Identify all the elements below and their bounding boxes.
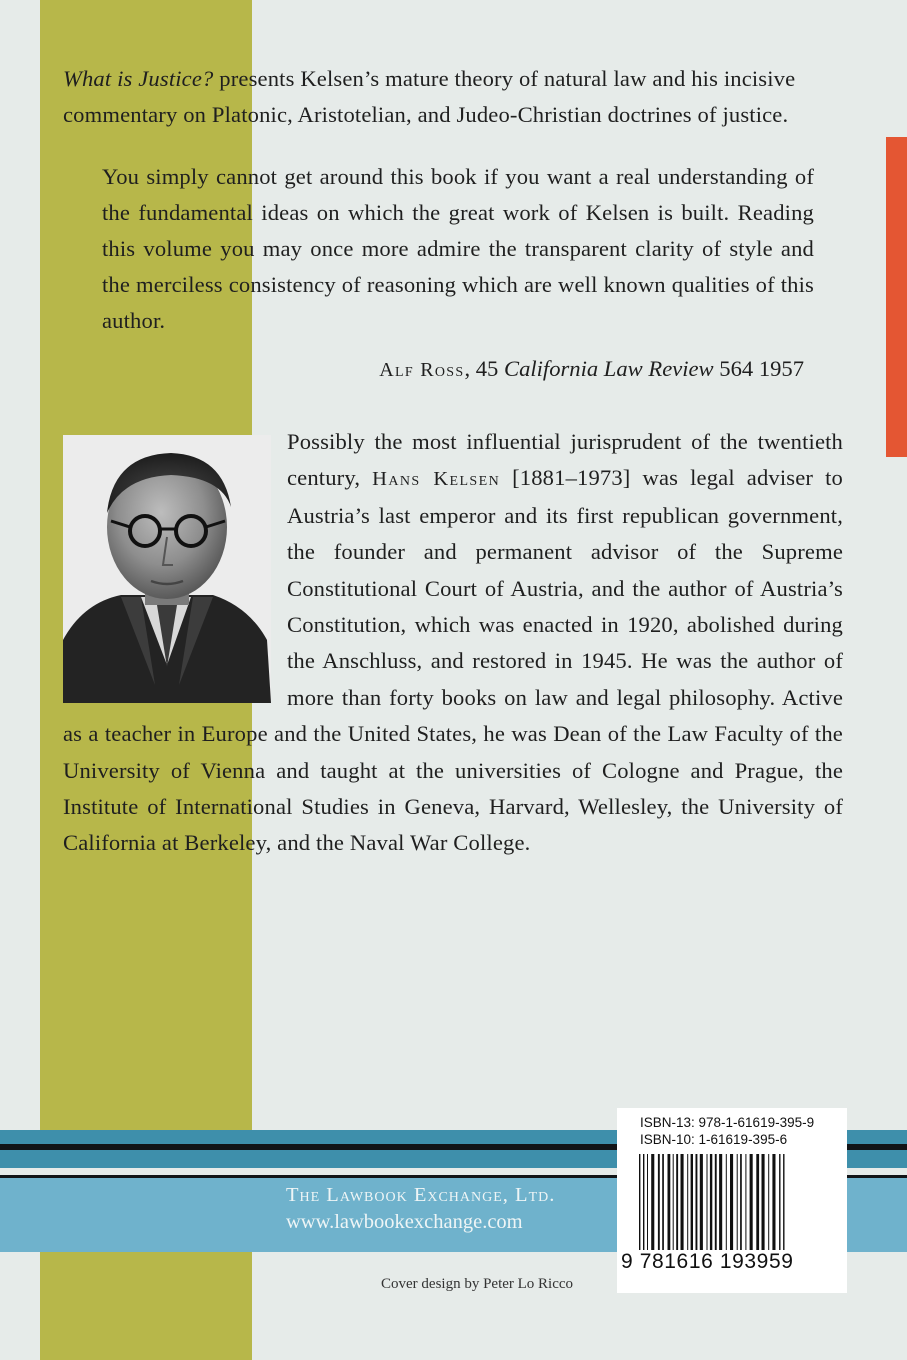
intro-text: presents Kelsen’s mature theory of natural law and his incisive commentary on Platonic, Aristotelian, and Judeo-Christian doctrines of justice. (63, 66, 796, 127)
barcode-digits: 9 781616 193959 (621, 1250, 794, 1273)
portrait-image (63, 435, 271, 703)
reviewer-name: Alf Ross (379, 359, 465, 381)
book-title: What is Justice? (63, 66, 214, 91)
barcode-panel (617, 1108, 847, 1293)
publisher-block (286, 1182, 555, 1236)
citation-volume: , 45 (464, 356, 504, 381)
author-portrait (63, 435, 271, 703)
cover-design-credit: Cover design by Peter Lo Ricco (381, 1276, 574, 1292)
publisher-website: www.lawbookexchange.com (286, 1211, 523, 1233)
isbn10-label: ISBN-10: 1-61619-395-6 (640, 1132, 788, 1147)
publisher-name: The Lawbook Exchange, Ltd. (286, 1184, 556, 1206)
citation-page-year: 564 1957 (713, 356, 804, 381)
isbn13-label: ISBN-13: 978-1-61619-395-9 (640, 1115, 815, 1130)
intro-paragraph (63, 61, 853, 133)
author-bio (63, 424, 843, 862)
red-edge-tab (886, 137, 907, 457)
review-quote: You simply cannot get around this book if you want a real understanding of the fundamental ideas on which the great work of Kelsen is built. Reading this volume you may once more admire the transparent clarity of style and the merciless consistency of reasoning which are well known qualities of this author. (102, 164, 814, 333)
bio-text-before: Possibly the most influential jurisprudent of the twentieth century, (287, 429, 843, 491)
author-name: Hans Kelsen (372, 468, 501, 491)
journal-name: California Law Review (504, 356, 714, 381)
bio-text-after: [1881–1973] was legal adviser to Austria’s last emperor and its first republican government, the founder and permanent advisor of the Supreme Constitutional Court of Austria, and the author of Austria’s Constitution, which was enacted in 1920, abolished during the Anschluss, and restored in 1945. He was the author of more than forty books on law and legal philosophy. Active as a teacher in Europe and the United States, he was Dean of the Law Faculty of the University of Vienna and taught at the universities of Cologne and Prague, the Institute of International Studies in Geneva, Harvard, Wellesley, the University of California at Berkeley, and the Naval War College. (63, 465, 843, 856)
review-attribution (379, 351, 804, 388)
